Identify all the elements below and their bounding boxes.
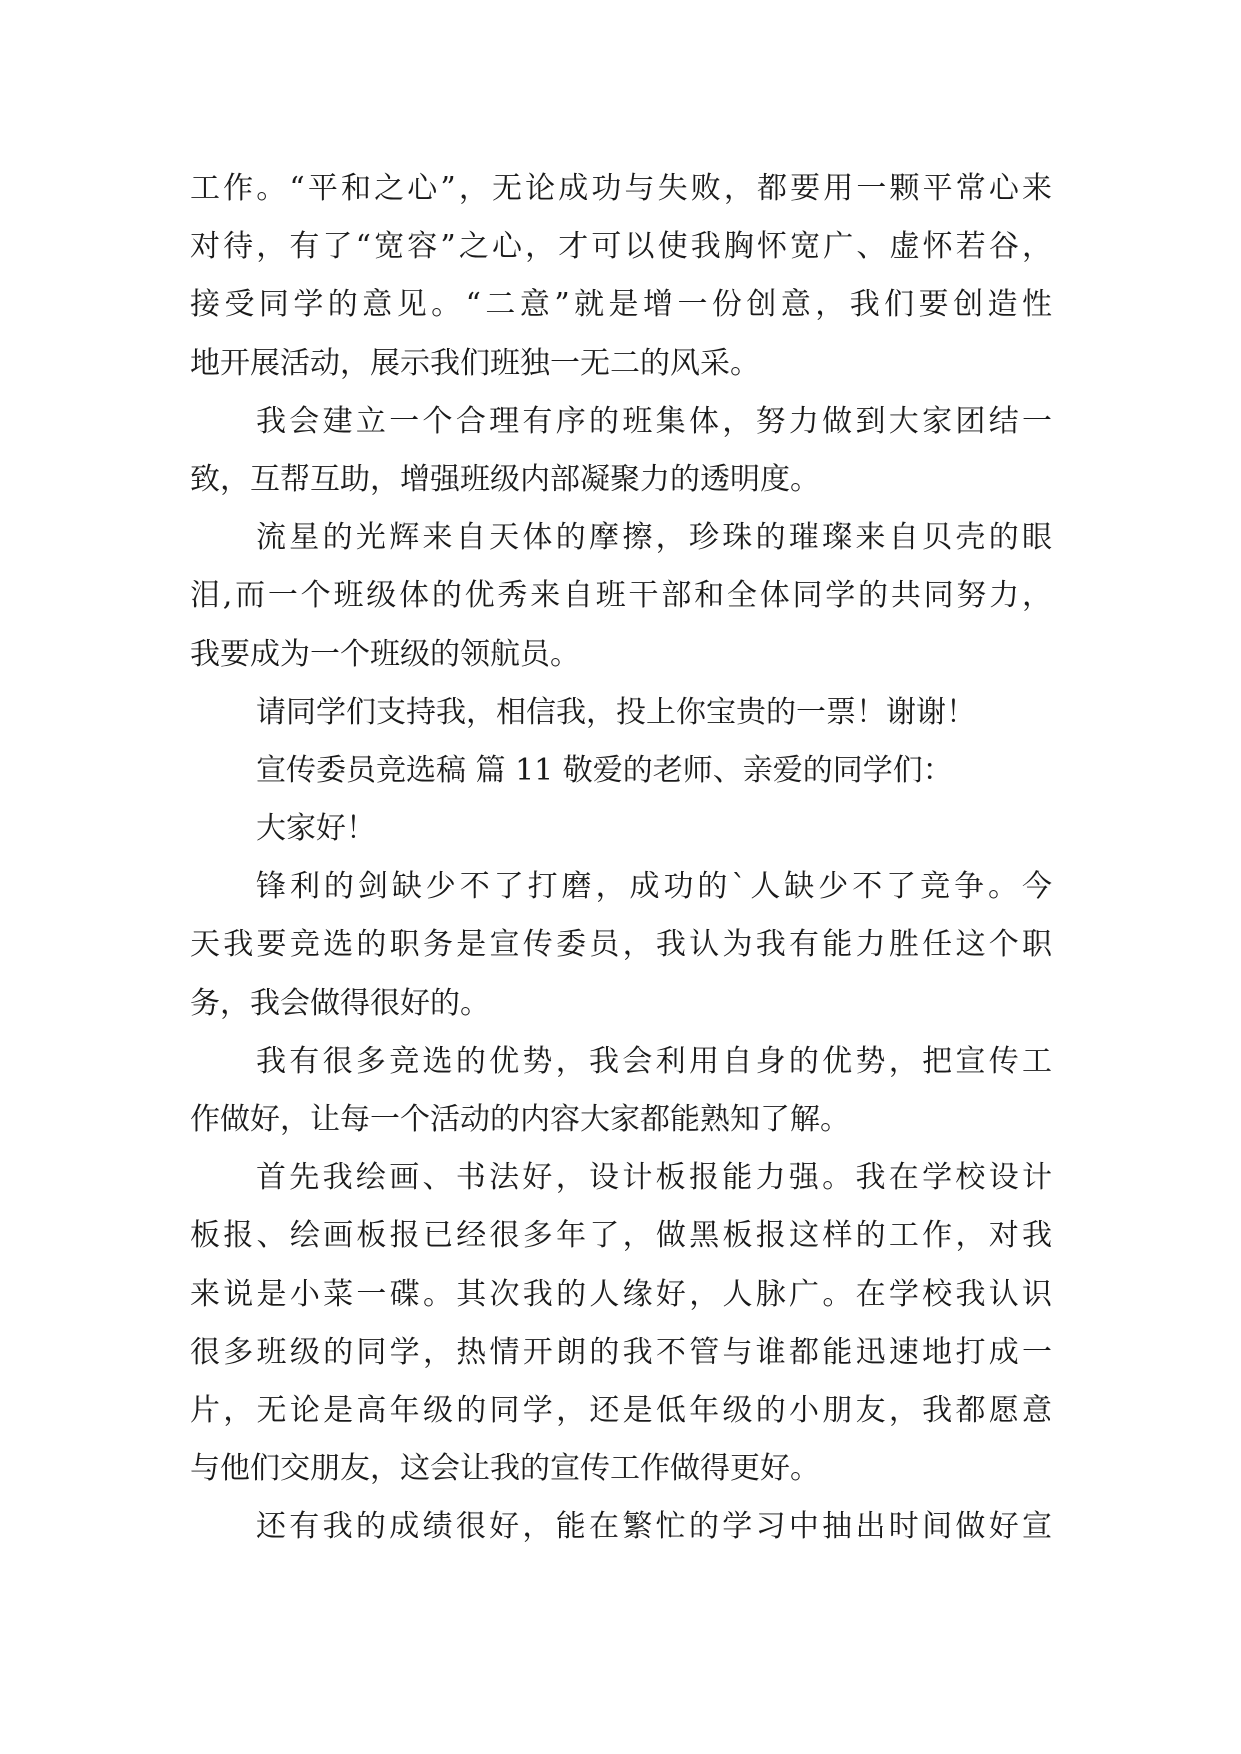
- text-line: 工作。“平和之心”，无论成功与失败，都要用一颗平常心来: [190, 171, 1052, 206]
- text-line: 致，互帮互助，增强班级内部凝聚力的透明度。: [190, 461, 820, 497]
- text-line: 地开展活动，展示我们班独一无二的风采。: [190, 345, 760, 381]
- text-line: 天我要竞选的职务是宣传委员，我认为我有能力胜任这个职: [190, 927, 1052, 963]
- text-line: 很多班级的同学，热情开朗的我不管与谁都能迅速地打成一: [190, 1334, 1052, 1370]
- text-line: 我要成为一个班级的领航员。: [190, 636, 580, 672]
- text-line: 接受同学的意见。“二意”就是增一份创意，我们要创造性: [190, 287, 1052, 323]
- text-line: 我会建立一个合理有序的班集体，努力做到大家团结一: [256, 403, 1052, 439]
- text-line: 对待，有了“宽容”之心，才可以使我胸怀宽广、虚怀若谷，: [190, 229, 1052, 265]
- text-line: 首先我绘画、书法好，设计板报能力强。我在学校设计: [256, 1160, 1052, 1196]
- text-line: 大家好！: [256, 811, 376, 847]
- text-line: 板报、绘画板报已经很多年了，做黑板报这样的工作，对我: [190, 1218, 1052, 1254]
- text-line: 我有很多竞选的优势，我会利用自身的优势，把宣传工: [256, 1043, 1052, 1079]
- text-line: 泪,而一个班级体的优秀来自班干部和全体同学的共同努力，: [190, 578, 1052, 614]
- text-line: 片，无论是高年级的同学，还是低年级的小朋友，我都愿意: [190, 1392, 1052, 1428]
- text-line: 作做好，让每一个活动的内容大家都能熟知了解。: [190, 1102, 850, 1137]
- text-line: 还有我的成绩很好，能在繁忙的学习中抽出时间做好宣: [256, 1509, 1052, 1545]
- text-line: 来说是小菜一碟。其次我的人缘好，人脉广。在学校我认识: [190, 1276, 1052, 1312]
- text-line: 锋利的剑缺少不了打磨，成功的`人缺少不了竞争。今: [256, 869, 1052, 905]
- body-text: [190, 160, 1052, 1557]
- text-line: 请同学们支持我，相信我，投上你宝贵的一票！谢谢！: [256, 694, 976, 730]
- text-line: 与他们交朋友，这会让我的宣传工作做得更好。: [190, 1451, 820, 1487]
- section-heading: 宣传委员竞选稿 篇 11 敬爱的老师、亲爱的同学们：: [256, 752, 953, 788]
- text-line: 流星的光辉来自天体的摩擦，珍珠的璀璨来自贝壳的眼: [256, 520, 1052, 556]
- text-line: 务，我会做得很好的。: [190, 985, 490, 1021]
